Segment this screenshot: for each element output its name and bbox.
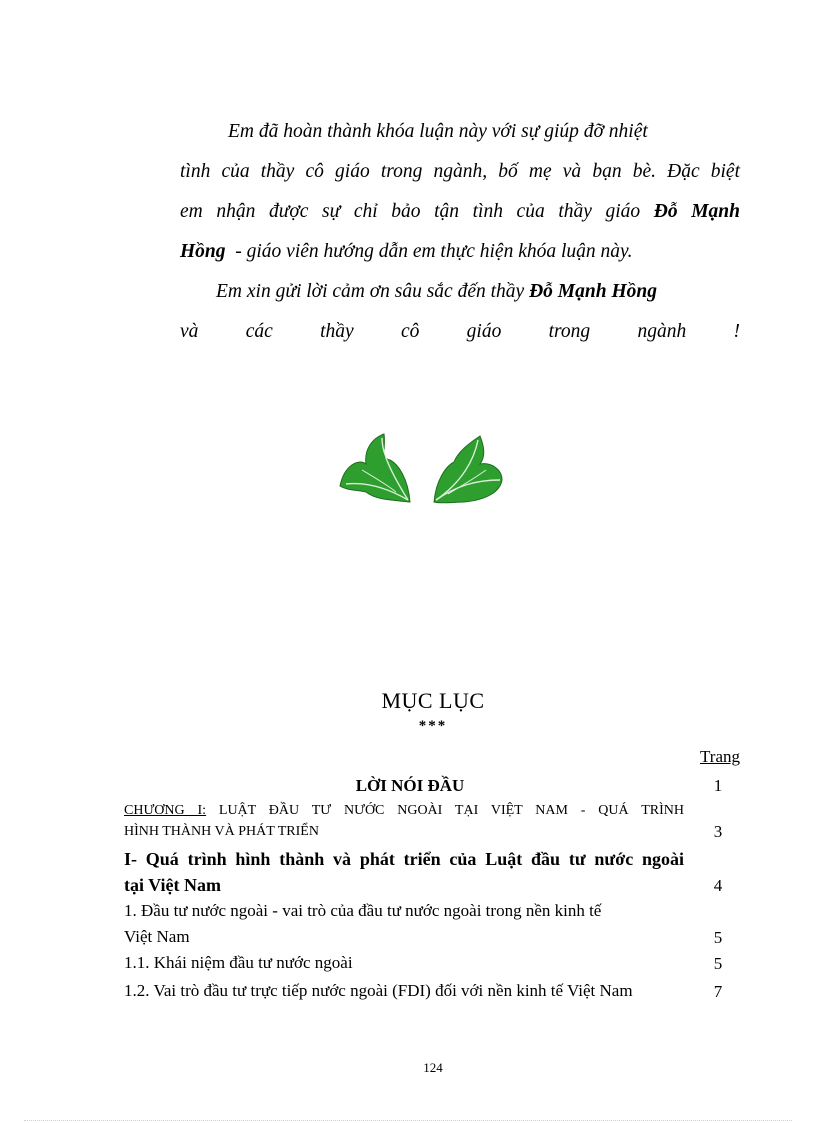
teacher-name: Hồng (180, 241, 226, 262)
acknowledgement (180, 112, 740, 352)
toc-entry[interactable] (124, 978, 748, 1004)
toc-entry[interactable] (124, 898, 748, 950)
ack-line (180, 112, 740, 152)
ack-text: tình của thầy cô giáo trong ngành, bố mẹ và bạn bè. Đặc biệt (180, 161, 740, 182)
toc-entry-label: 1.2. Vai trò đầu tư trực tiếp nước ngoài (FDI) đối với nền kinh tế Việt Nam (124, 981, 633, 1000)
ack-text: Em xin gửi lời cảm ơn sâu sắc đến thầy (216, 281, 530, 302)
toc-entry-line (124, 800, 684, 821)
toc-entry-page: 4 (713, 876, 723, 895)
teacher-name: Đỗ Mạnh Hồng (529, 281, 657, 302)
toc-entry-label (124, 846, 684, 898)
toc-entry-label (124, 800, 684, 842)
chapter-prefix: CHƯƠNG I: (124, 803, 207, 818)
toc-entry[interactable] (124, 772, 748, 800)
toc-entry-line: 1. Đầu tư nước ngoài - vai trò của đầu tư nước ngoài trong nền kinh tế (124, 901, 602, 920)
ack-line (180, 312, 740, 352)
toc-entry-page: 1 (713, 776, 723, 795)
toc-entry-page: 5 (713, 928, 723, 947)
teacher-name: Đỗ Mạnh (653, 201, 740, 222)
right-leaf-icon (434, 436, 502, 503)
ack-text: em nhận được sự chỉ bảo tận tình của thầy giáo (180, 201, 654, 222)
ack-line (180, 232, 740, 272)
toc-entry-page: 5 (713, 954, 723, 973)
leaf-ornament-icon (336, 430, 506, 508)
table-of-contents (124, 772, 748, 1004)
page-number: 124 (423, 1060, 443, 1075)
toc-entry-page: 3 (713, 822, 723, 841)
toc-page-header: Trang (700, 747, 740, 766)
ack-text: và các thầy cô giáo trong ngành ! (180, 321, 740, 342)
ack-text: - giáo viên hướng dẫn em thực hiện khóa luận này. (225, 241, 633, 262)
ack-line (180, 272, 740, 312)
toc-entry-line: tại Việt Nam (124, 875, 221, 895)
toc-entry-line: I- Quá trình hình thành và phát triển của Luật đầu tư nước ngoài (124, 849, 684, 869)
toc-entry-label (124, 898, 684, 950)
toc-entry-line: Việt Nam (124, 927, 190, 946)
toc-entry-line: HÌNH THÀNH VÀ PHÁT TRIỂN (124, 824, 319, 839)
toc-entry[interactable] (124, 800, 748, 844)
toc-entry[interactable] (124, 950, 748, 976)
toc-entry-text: LUẬT ĐẦU TƯ NƯỚC NGOÀI TẠI VIỆT NAM - QUÁ TRÌNH (206, 803, 684, 818)
ack-line (180, 192, 740, 232)
left-leaf-icon (340, 434, 410, 502)
ack-line (180, 152, 740, 192)
page-break-divider (24, 1120, 792, 1121)
toc-title: MỤC LỤC (381, 688, 485, 713)
toc-stars: *** (418, 718, 448, 734)
toc-entry-page: 7 (713, 982, 723, 1001)
toc-entry[interactable] (124, 846, 748, 898)
toc-entry-label: LỜI NÓI ĐẦU (355, 776, 465, 795)
toc-entry-label: 1.1. Khái niệm đầu tư nước ngoài (124, 953, 353, 972)
ack-text: Em đã hoàn thành khóa luận này với sự giúp đỡ nhiệt (228, 121, 648, 142)
